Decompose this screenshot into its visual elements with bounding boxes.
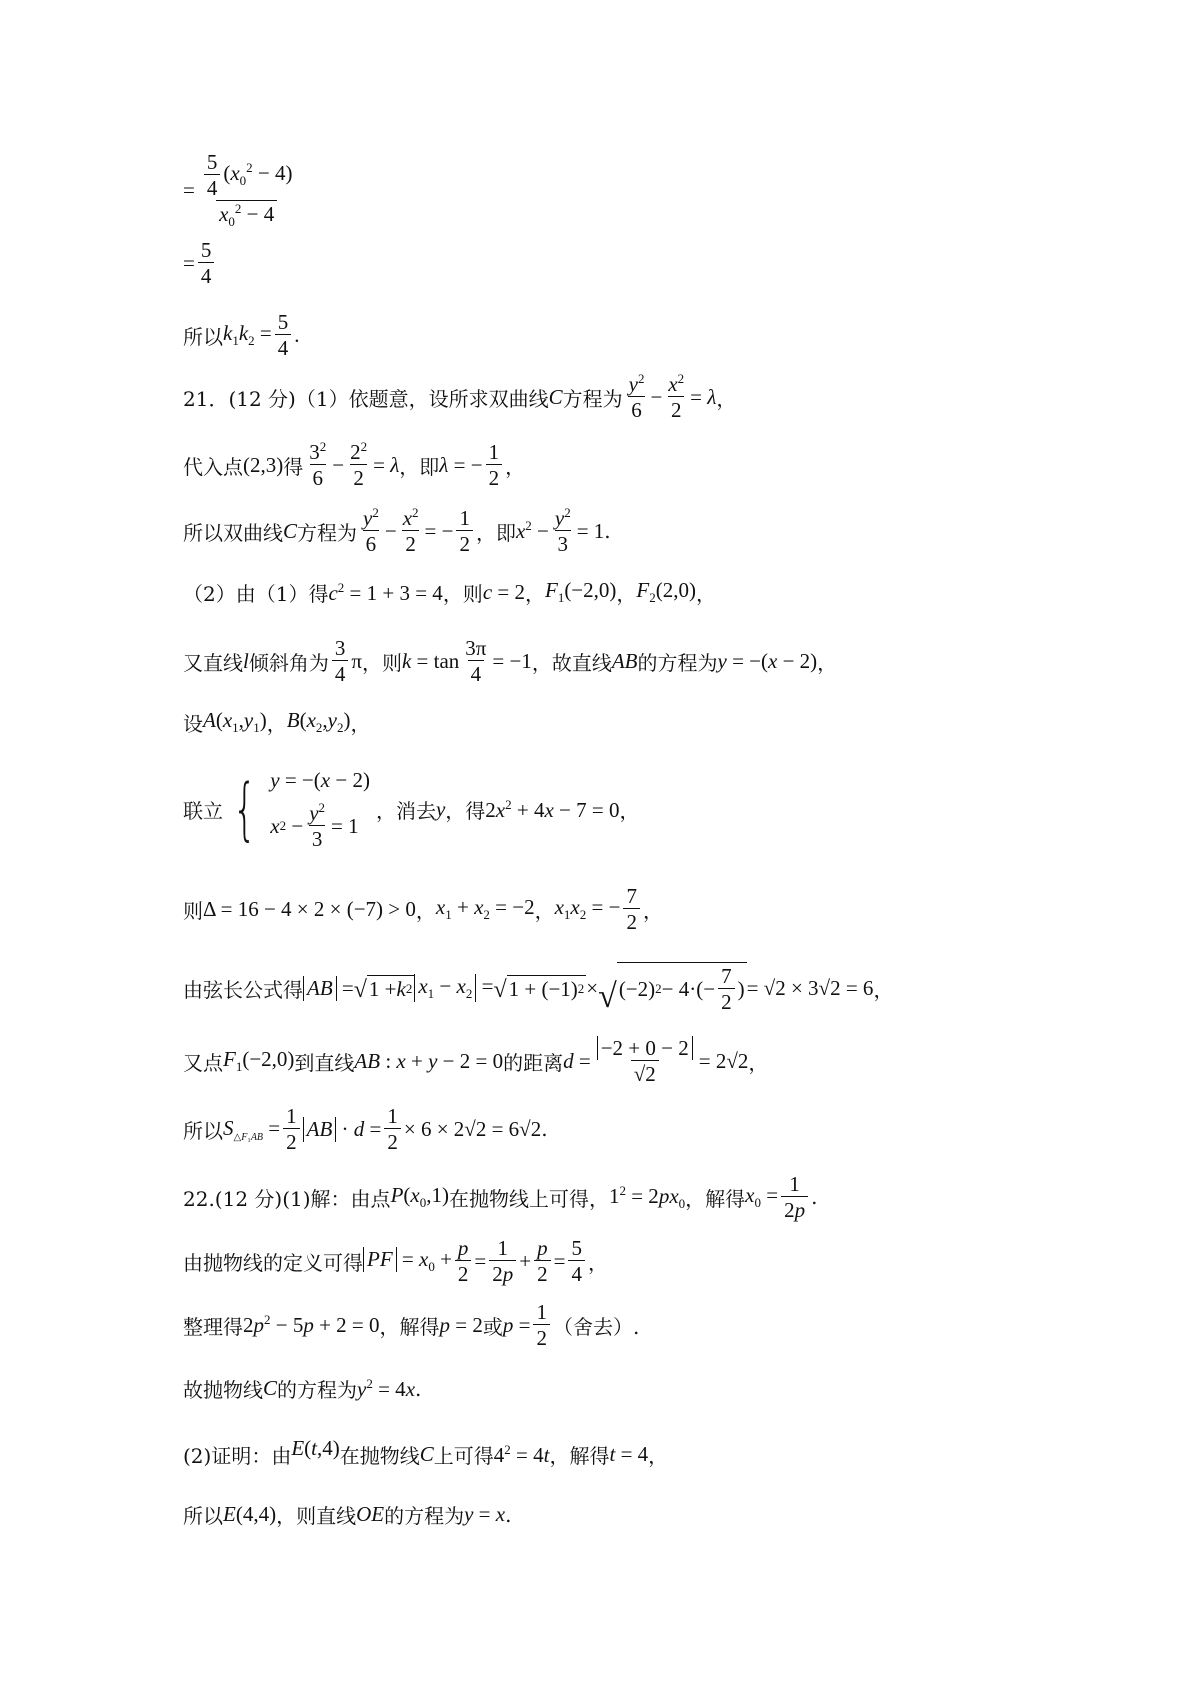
text-line-14: 所以 $S_{\triangle F_1AB}$ = $\frac{1}{2}$ AB · d = $\frac{1}{2}$ × 6 × 2√2 = 6√2 . bbox=[183, 1104, 548, 1155]
left-brace: { bbox=[232, 769, 257, 849]
equation-line-1: = $\frac{5}{4}$ $(x_0^2 - 4)$ $x_0^2 - 4$ bbox=[183, 150, 299, 230]
equation-line-2: = $\frac{5}{4}$ bbox=[183, 238, 217, 288]
fraction: $\frac{5}{4}$ $(x_0^2 - 4)$ $x_0^2 - 4$ bbox=[198, 150, 296, 230]
text-line-19: (2)证明：由 E(t,4) 在抛物线 C 上可得 $4^2 = 4t$ ，解得 t = 4 ， bbox=[183, 1436, 669, 1468]
problem-22-heading: 22.(12 分)(1)解：由点 $P(x_0,1)$ 在抛物线上可得， $1^2 = 2px_0$ ，解得 $x_0$ = $\frac{1}{2p}$ . bbox=[183, 1172, 818, 1223]
text-line-13: 又点 $F_1(-2,0)$ 到直线 AB : x + y − 2 = 0 的距离 d = $\frac{-2 + 0 - 2}{√2}$ = 2√2 ， bbox=[183, 1036, 769, 1087]
problem-21-heading: 21．(12 分)（1）依题意，设所求双曲线 C 方程为 $\frac{y^2}{6}$ − $\frac{x^2}{2}$ = λ ， bbox=[183, 371, 737, 423]
text-line-11: 则 Δ = 16 − 4 × 2 × (−7) > 0 ， $x_1 + x_2 = -2$ ， $x_1x_2$ = − $\frac{7}{2}$ ， bbox=[183, 884, 663, 935]
text-line-16: 由抛物线的定义可得 PF = $x_0$ + $\frac{p}{2}$ = $\frac{1}{2p}$ + $\frac{p}{2}$ = $\frac{5}{4}$ ， bbox=[183, 1236, 608, 1287]
text-line-20: 所以 E(4,4) ，则直线 OE 的方程为 y = x . bbox=[183, 1502, 512, 1528]
text-line-6: 所以双曲线 C 方程为 $\frac{y^2}{6}$ − $\frac{x^2}{2}$ = − $\frac{1}{2}$ ，即 $x^2$ − $\frac{y^2}{3}$ = 1 . bbox=[183, 505, 611, 557]
text-line-9: 设 $A(x_1,y_1)$ ， $B(x_2,y_2)$ ， bbox=[183, 708, 371, 736]
text-line-18: 故抛物线 C 的方程为 $y^2 = 4x$ . bbox=[183, 1375, 422, 1402]
equation-system: y = −(x − 2) x 2 − $\frac{y^2}{3}$ = 1 bbox=[270, 768, 370, 852]
text-line-8: 又直线 l 倾斜角为 $\frac{3}{4}$ π ，则 k = tan $\frac{3\pi}{4}$ = −1 ，故直线 AB 的方程为 y = −(x − 2) ， bbox=[183, 636, 838, 687]
text-line-17: 整理得 $2p^2 - 5p + 2 = 0$ ，解得 p = 2 或 p = $\frac{1}{2}$ （舍去）. bbox=[183, 1300, 640, 1351]
text-line-5: 代入点 (2,3) 得 $\frac{3^2}{6}$ − $\frac{2^2}{2}$ = λ ，即 λ = − $\frac{1}{2}$ ， bbox=[183, 439, 526, 491]
text-line-12: 由弦长公式得 AB = √ 1 + k 2 $x_1 - x_2$ = √ 1 + (−1) 2 × √ (−2) 2 − 4·(− $\frac{7}{2}$ ) = √2 × 3√2 = 6 ， bbox=[183, 964, 894, 1016]
text-line-7: （2）由（1）得 $c^2 = 1 + 3 = 4$ ，则 c = 2 ， $F_1(-2,0)$ ， $F_2(2,0)$ ， bbox=[183, 578, 716, 606]
text-line-3: 所以 $k_1k_2$ = $\frac{5}{4}$ . bbox=[183, 310, 300, 361]
text-line-10: 联立 { y = −(x − 2) x 2 − $\frac{y^2}{3}$ = 1 ，消去 y ，得 $2x^2 + 4x - 7 = 0$ ， bbox=[183, 768, 640, 852]
